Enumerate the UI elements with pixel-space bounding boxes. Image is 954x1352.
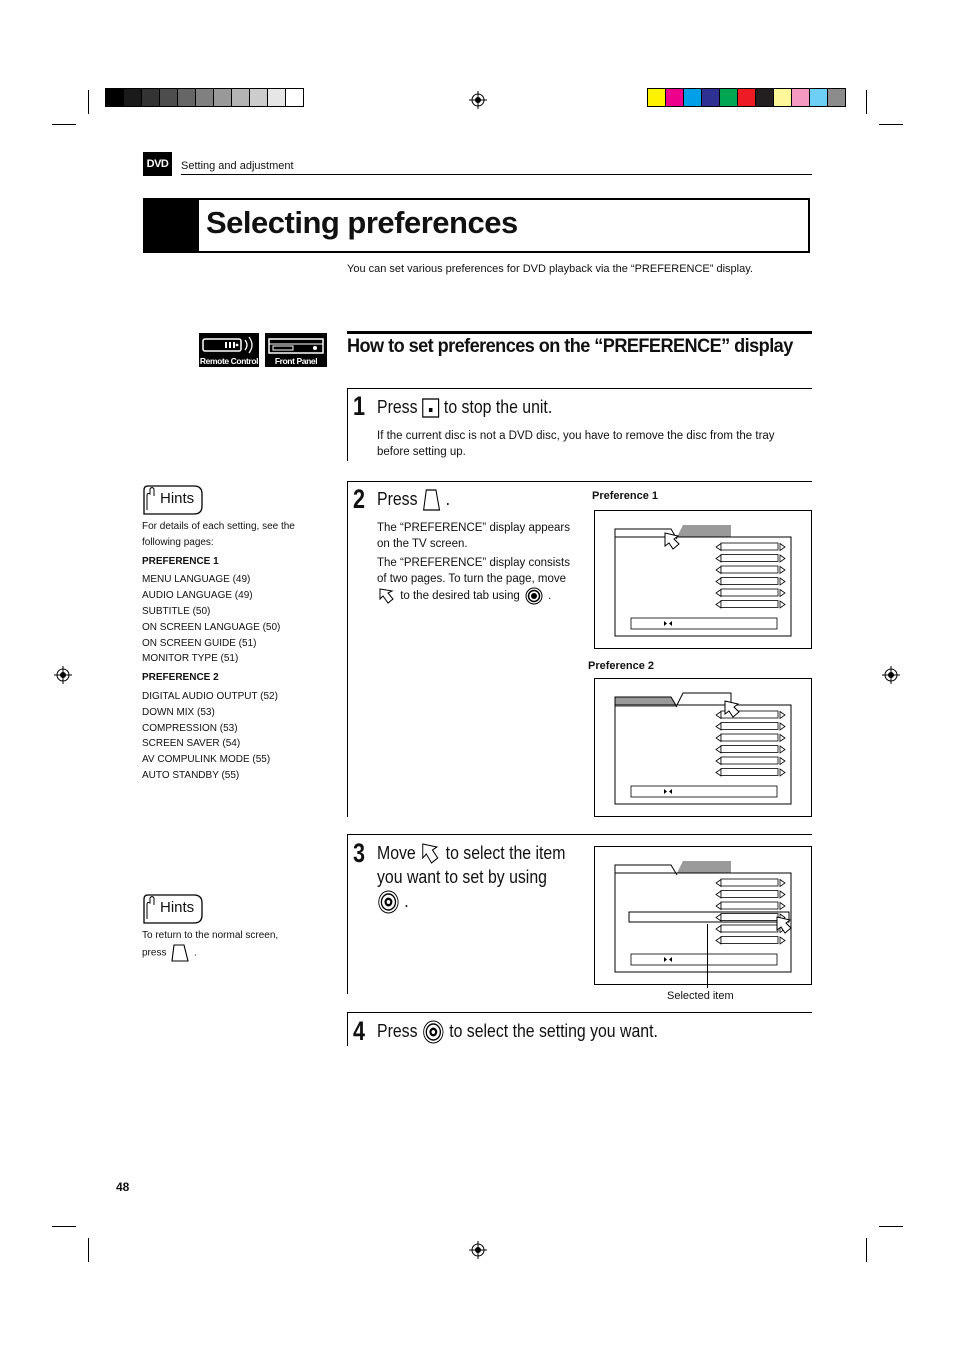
crop-mark — [866, 1238, 867, 1262]
color-swatch — [738, 89, 756, 106]
right-arrow-icon — [780, 723, 785, 730]
preference-1-screen — [594, 510, 812, 649]
setting-field — [721, 543, 778, 550]
hints-item: DIGITAL AUDIO OUTPUT (52) — [142, 690, 278, 702]
color-swatch — [214, 89, 232, 106]
right-arrow-icon — [780, 735, 785, 742]
left-arrow-icon — [716, 590, 721, 597]
step-text: Move — [377, 843, 416, 863]
color-swatch — [160, 89, 178, 106]
color-swatch — [142, 89, 160, 106]
cursor-icon — [377, 587, 397, 605]
right-arrow-icon — [780, 891, 785, 898]
right-arrow-icon — [780, 903, 785, 910]
hints-item: MONITOR TYPE (51) — [142, 653, 239, 665]
hints-item: DOWN MIX (53) — [142, 706, 215, 718]
cursor-icon — [665, 533, 679, 549]
color-swatch — [232, 89, 250, 106]
left-arrow-icon — [716, 578, 721, 585]
crop-mark — [866, 90, 867, 114]
hints-badge — [142, 893, 204, 925]
tab-2 — [677, 861, 731, 873]
right-arrow-icon — [780, 937, 785, 944]
registration-mark-icon — [469, 1241, 487, 1259]
color-swatch — [774, 89, 792, 106]
remote-control-icon — [199, 333, 259, 367]
section-label: Setting and adjustment — [181, 160, 294, 172]
front-panel-icon — [265, 333, 327, 367]
right-arrow-icon — [780, 758, 785, 765]
left-arrow-icon — [716, 926, 721, 933]
preference-2-screen — [594, 678, 812, 817]
setting-field — [721, 757, 778, 764]
page-title: Selecting preferences — [206, 205, 518, 240]
left-arrow-icon — [716, 601, 721, 608]
registration-mark-icon — [469, 91, 487, 109]
color-swatch — [250, 89, 268, 106]
preference-1-label: Preference 1 — [592, 490, 659, 502]
left-arrow-icon — [716, 567, 721, 574]
left-arrow-icon — [716, 937, 721, 944]
color-calibration-bar — [647, 88, 846, 107]
hints-label: Hints — [160, 899, 195, 916]
setting-field — [721, 879, 778, 886]
step-number: 3 — [353, 838, 366, 868]
left-arrow-icon — [716, 555, 721, 562]
left-arrow-icon — [716, 758, 721, 765]
hints-group-2: PREFERENCE 2 — [142, 672, 219, 684]
page-number: 48 — [116, 1180, 130, 1194]
step-rule — [347, 834, 812, 835]
setting-field — [721, 925, 778, 932]
subheading: How to set preferences on the “PREFERENCE” display — [347, 335, 793, 357]
hints-item: MENU LANGUAGE (49) — [142, 574, 251, 586]
display-graphic — [595, 679, 811, 816]
hints-badge — [142, 484, 204, 516]
dvd-badge: DVD — [143, 152, 172, 176]
hints-return-c: . — [194, 947, 197, 959]
step-text: Press — [377, 489, 418, 509]
left-arrow-icon — [716, 914, 721, 921]
intro-text: You can set various preferences for DVD playback via the “PREFERENCE” display. — [347, 263, 753, 275]
step-number: 1 — [353, 391, 366, 421]
color-swatch — [106, 89, 124, 106]
preference-2-label: Preference 2 — [588, 660, 655, 672]
hints-label: Hints — [160, 490, 195, 507]
right-arrow-icon — [780, 769, 785, 776]
left-arrow-icon — [716, 735, 721, 742]
hints-item: AV COMPULINK MODE (55) — [142, 754, 271, 766]
hints-group-1: PREFERENCE 1 — [142, 555, 219, 567]
hints-return-line — [142, 944, 312, 962]
step-rule — [347, 388, 812, 389]
left-arrow-icon — [716, 723, 721, 730]
left-arrow-icon — [716, 891, 721, 898]
color-swatch — [684, 89, 702, 106]
step-rule — [347, 1012, 348, 1046]
setting-field — [721, 914, 778, 921]
stop-button-icon — [422, 398, 440, 418]
step-rule — [347, 481, 812, 482]
hints-item: SUBTITLE (50) — [142, 605, 211, 617]
color-swatch — [702, 89, 720, 106]
selected-item-label: Selected item — [667, 990, 734, 1002]
registration-mark-icon — [54, 666, 72, 684]
setting-field — [721, 937, 778, 944]
crop-mark — [52, 124, 76, 125]
selection-screen — [594, 846, 812, 985]
color-swatch — [810, 89, 828, 106]
crop-mark — [879, 1226, 903, 1227]
color-swatch — [828, 89, 845, 106]
hints-item: ON SCREEN GUIDE (51) — [142, 637, 257, 649]
hints-item: COMPRESSION (53) — [142, 722, 238, 734]
step-text: to the desired tab using — [400, 590, 520, 603]
crop-mark — [88, 90, 89, 114]
step-text: . — [445, 489, 451, 509]
status-bar — [631, 954, 777, 965]
setting-field — [721, 589, 778, 596]
title-block — [143, 198, 199, 253]
step-text: to stop the unit. — [443, 397, 553, 417]
right-arrow-icon — [780, 601, 785, 608]
step-number: 2 — [353, 484, 366, 514]
color-swatch — [178, 89, 196, 106]
choice-button-icon — [422, 488, 441, 512]
left-arrow-icon — [716, 544, 721, 551]
header-rule — [181, 174, 812, 175]
cursor-icon — [420, 842, 441, 866]
hints-return-b: press — [142, 947, 167, 959]
left-arrow-icon — [716, 769, 721, 776]
step-number: 4 — [353, 1016, 366, 1046]
step-1-note: If the current disc is not a DVD disc, you have to remove the disc from the tray before setting up. — [377, 430, 775, 458]
crop-mark — [879, 124, 903, 125]
hints-return-text — [142, 928, 312, 962]
choice-button-icon — [169, 944, 191, 962]
jog-dial-icon — [422, 1020, 445, 1044]
front-panel-caption: Front Panel — [274, 356, 318, 366]
step-rule — [347, 834, 348, 994]
gray-calibration-bar — [105, 88, 304, 107]
setting-field — [721, 734, 778, 741]
selected-item-pointer — [707, 924, 708, 988]
step-2-text-1: The “PREFERENCE” display appears on the TV screen. — [377, 522, 571, 550]
display-graphic — [595, 847, 811, 984]
step-text: to select the item you want to set by using — [377, 843, 566, 888]
subheading-rule — [347, 331, 812, 334]
hints-list — [142, 519, 307, 784]
color-swatch — [286, 89, 303, 106]
step-rule — [347, 481, 348, 817]
setting-field — [721, 746, 778, 753]
step-rule — [347, 1012, 812, 1013]
setting-field — [721, 723, 778, 730]
cursor-icon — [777, 917, 791, 933]
step-text: Press — [377, 397, 418, 417]
color-swatch — [756, 89, 774, 106]
hints-intro: For details of each setting, see the following pages: — [142, 521, 295, 548]
right-arrow-icon — [780, 746, 785, 753]
step-3-heading — [377, 842, 578, 915]
setting-field — [721, 601, 778, 608]
step-1-heading — [377, 396, 552, 419]
left-arrow-icon — [716, 746, 721, 753]
step-2-text-2 — [377, 555, 577, 605]
right-arrow-icon — [780, 555, 785, 562]
color-swatch — [648, 89, 666, 106]
step-text: The “PREFERENCE” display consists of two pages. To turn the page, move — [377, 557, 570, 585]
setting-field — [721, 902, 778, 909]
step-text: . — [404, 891, 409, 911]
jog-dial-icon — [377, 889, 400, 915]
right-arrow-icon — [780, 880, 785, 887]
right-arrow-icon — [780, 544, 785, 551]
left-arrow-icon — [716, 903, 721, 910]
color-swatch — [124, 89, 142, 106]
remote-control-caption: Remote Control — [199, 356, 259, 366]
left-arrow-icon — [716, 712, 721, 719]
hints-item: AUTO STANDBY (55) — [142, 769, 240, 781]
right-arrow-icon — [780, 712, 785, 719]
step-4-heading — [377, 1020, 658, 1044]
left-arrow-icon — [716, 880, 721, 887]
setting-field — [721, 566, 778, 573]
setting-field — [721, 891, 778, 898]
status-bar — [631, 618, 777, 629]
step-text: Press — [377, 1021, 418, 1041]
crop-mark — [52, 1226, 76, 1227]
jog-dial-icon — [523, 587, 545, 605]
setting-field — [721, 578, 778, 585]
hints-item: AUDIO LANGUAGE (49) — [142, 590, 253, 602]
setting-field — [721, 769, 778, 776]
status-bar — [631, 786, 777, 797]
display-graphic — [595, 511, 811, 648]
setting-field — [721, 555, 778, 562]
step-text: to select the setting you want. — [449, 1021, 658, 1041]
right-arrow-icon — [780, 567, 785, 574]
color-swatch — [666, 89, 684, 106]
step-2-heading — [377, 488, 450, 512]
tab-2 — [677, 525, 731, 537]
color-swatch — [720, 89, 738, 106]
right-arrow-icon — [780, 590, 785, 597]
hints-return-a: To return to the normal screen, — [142, 930, 279, 941]
hints-item: ON SCREEN LANGUAGE (50) — [142, 621, 281, 633]
right-arrow-icon — [780, 578, 785, 585]
registration-mark-icon — [882, 666, 900, 684]
color-swatch — [196, 89, 214, 106]
hints-item: SCREEN SAVER (54) — [142, 738, 241, 750]
color-swatch — [268, 89, 286, 106]
crop-mark — [88, 1238, 89, 1262]
color-swatch — [792, 89, 810, 106]
step-rule — [347, 388, 348, 461]
tab-2 — [677, 693, 731, 705]
step-text: . — [548, 590, 552, 603]
